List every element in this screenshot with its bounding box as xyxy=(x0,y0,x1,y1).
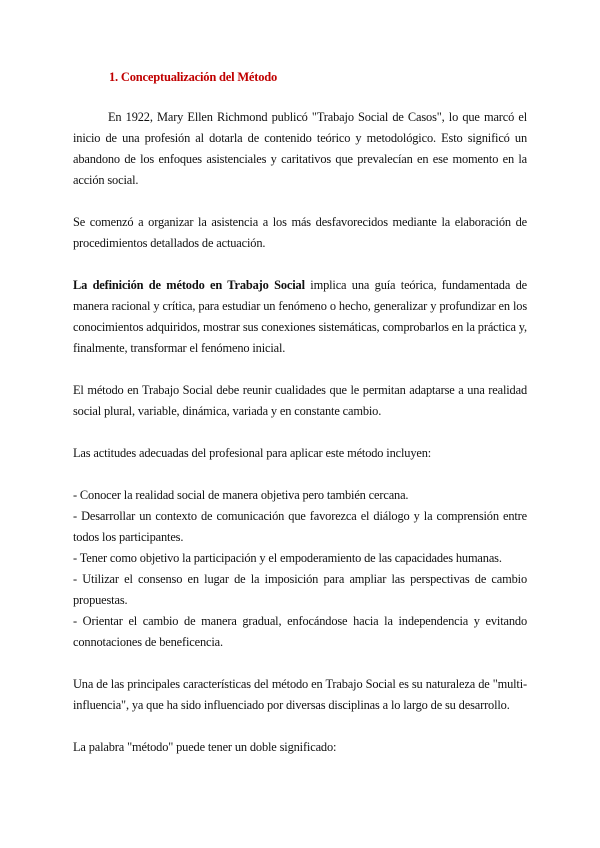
paragraph-actitudes-intro: Las actitudes adecuadas del profesional para aplicar este método incluyen: xyxy=(73,446,432,460)
paragraph-doble-significado: La palabra "método" puede tener un doble significado: xyxy=(73,740,337,754)
definicion-text: implica una guía teórica, fundamentada de manera racional y crítica, para estudiar un fenómeno o hecho, generalizar y profundizar en los conocimientos adquiridos, mostrar sus conexiones sistemáticas, comprobarlos en la práctica y, finalmente, transformar el fenómeno inicial. xyxy=(73,278,527,355)
paragraph-cualidades: El método en Trabajo Social debe reunir cualidades que le permitan adaptarse a una realidad social plural, variable, dinámica, variada y en constante cambio. xyxy=(73,383,527,418)
paragraph-organizacion: Se comenzó a organizar la asistencia a los más desfavorecidos mediante la elaboración de procedimientos detallados de actuación. xyxy=(73,215,527,250)
list-item: - Utilizar el consenso en lugar de la imposición para ampliar las perspectivas de cambio propuestas. xyxy=(73,572,527,607)
paragraph-multi-influencia: Una de las principales características del método en Trabajo Social es su naturaleza de "multi-influencia", ya que ha sido influenciado por diversas disciplinas a lo largo de su desarrollo. xyxy=(73,677,527,712)
list-item: - Tener como objetivo la participación y el empoderamiento de las capacidades humanas. xyxy=(73,551,502,565)
list-item: - Orientar el cambio de manera gradual, enfocándose hacia la independencia y evitando connotaciones de beneficencia. xyxy=(73,614,527,649)
actitudes-list xyxy=(73,485,527,653)
list-item: - Conocer la realidad social de manera objetiva pero también cercana. xyxy=(73,488,409,502)
section-heading: 1. Conceptualización del Método xyxy=(109,70,278,84)
paragraph-definicion xyxy=(73,275,527,359)
paragraph-richmond: En 1922, Mary Ellen Richmond publicó "Trabajo Social de Casos", lo que marcó el inicio de una profesión al dotarla de contenido teórico y metodológico. Esto significó un abandono de los enfoques asistenciales y caritativos que prevalecían en ese momento en la acción social. xyxy=(73,110,527,187)
definicion-bold-term: La definición de método en Trabajo Social xyxy=(73,278,305,292)
list-item: - Desarrollar un contexto de comunicación que favorezca el diálogo y la comprensión entre todos los participantes. xyxy=(73,509,527,544)
